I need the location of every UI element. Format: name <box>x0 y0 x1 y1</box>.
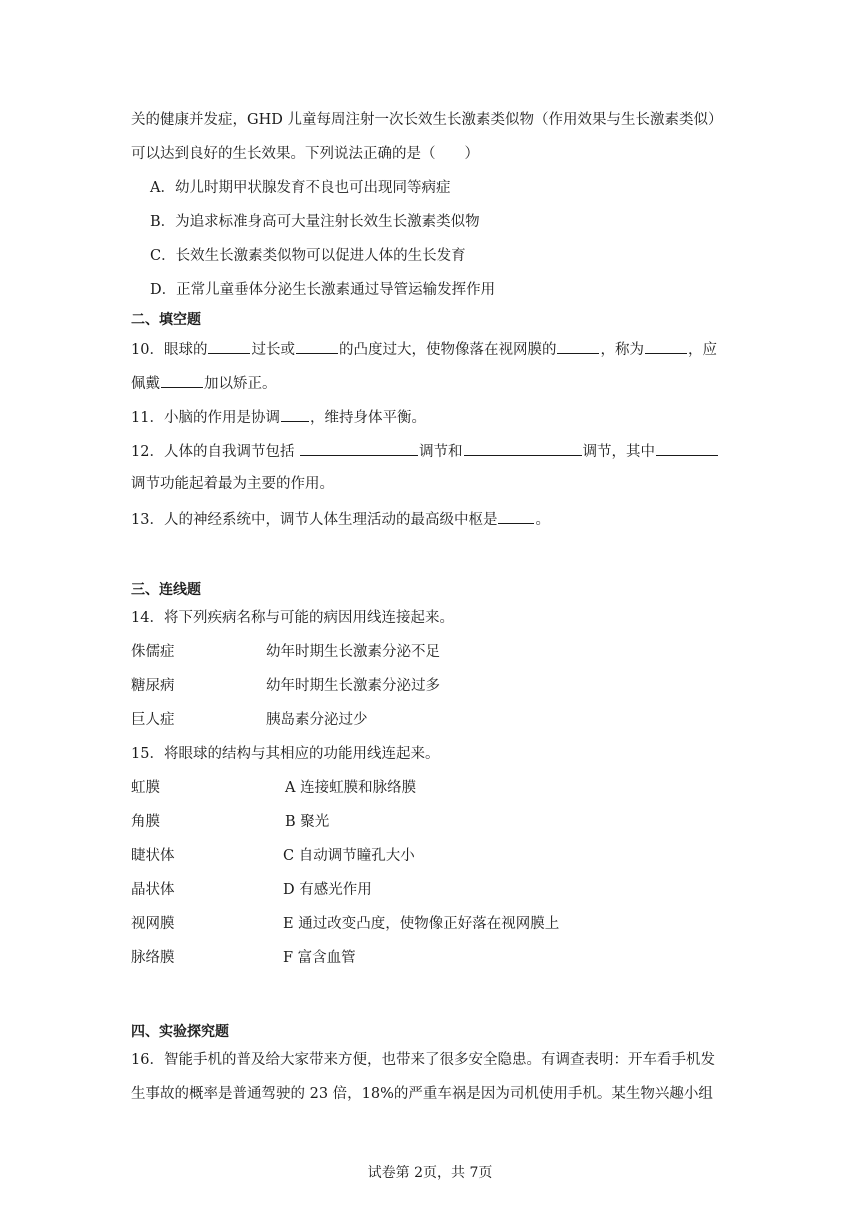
q16-stem-line1: 16．智能手机的普及给大家带来方便，也带来了很多安全隐患。有调查表明：开车看手机发 <box>131 1052 715 1068</box>
q9-stem-line1: 关的健康并发症，GHD 儿童每周注射一次长效生长激素类似物（作用效果与生长激素类似） <box>131 112 723 128</box>
q15-stem: 15．将眼球的结构与其相应的功能用线连起来。 <box>131 746 440 762</box>
section-title-experiment: 四、实验探究题 <box>131 1024 229 1040</box>
q13-text-1: 13．人的神经系统中，调节人体生理活动的最高级中枢是 <box>131 512 498 528</box>
q11-text-2: ，维持身体平衡。 <box>309 410 426 426</box>
q15-right-item[interactable]: A 连接虹膜和脉络膜 <box>285 780 417 796</box>
q9-option-d: D．正常儿童垂体分泌生长激素通过导管运输发挥作用 <box>150 282 496 298</box>
q15-left-item[interactable]: 角膜 <box>131 814 160 830</box>
q13-line <box>131 508 550 530</box>
q10-text-5: ，应 <box>687 342 717 358</box>
q15-left-item[interactable]: 虹膜 <box>131 780 160 796</box>
q14-left-item[interactable]: 糖尿病 <box>131 678 175 694</box>
q15-right-item[interactable]: F 富含血管 <box>283 950 356 966</box>
q10-text-7: 加以矫正。 <box>204 376 277 392</box>
q9-option-a: A．幼儿时期甲状腺发育不良也可出现同等病症 <box>150 180 451 196</box>
q14-right-item[interactable]: 胰岛素分泌过少 <box>266 712 368 728</box>
q12-line2: 调节功能起着最为主要的作用。 <box>131 476 334 492</box>
q15-right-item[interactable]: E 通过改变凸度，使物像正好落在视网膜上 <box>283 916 560 932</box>
q10-blank-2[interactable] <box>296 338 338 354</box>
q9-option-c: C．长效生长激素类似物可以促进人体的生长发育 <box>150 248 466 264</box>
q10-text-1: 10．眼球的 <box>131 342 208 358</box>
q10-text-2: 过长或 <box>251 342 295 358</box>
q14-stem: 14．将下列疾病名称与可能的病因用线连接起来。 <box>131 610 454 626</box>
q14-right-item[interactable]: 幼年时期生长激素分泌不足 <box>266 644 440 660</box>
q10-blank-4[interactable] <box>645 338 687 354</box>
q10-blank-5[interactable] <box>161 372 203 388</box>
q10-line2 <box>131 372 277 394</box>
q12-text-2: 调节和 <box>419 444 463 460</box>
q13-text-2: 。 <box>535 512 550 528</box>
q12-blank-3[interactable] <box>656 440 718 456</box>
q9-option-b: B．为追求标准身高可大量注射长效生长激素类似物 <box>150 214 480 230</box>
q12-text-1: 12．人体的自我调节包括 <box>131 444 300 460</box>
q12-line1 <box>131 440 719 462</box>
q15-right-item[interactable]: B 聚光 <box>285 814 330 830</box>
q10-text-6: 佩戴 <box>131 376 160 392</box>
q14-left-item[interactable]: 巨人症 <box>131 712 175 728</box>
q13-blank-1[interactable] <box>498 508 534 524</box>
q15-right-item[interactable]: D 有感光作用 <box>283 882 372 898</box>
section-title-fill-blank: 二、填空题 <box>131 312 201 328</box>
q14-left-item[interactable]: 侏儒症 <box>131 644 175 660</box>
q12-blank-1[interactable] <box>300 440 418 456</box>
q15-left-item[interactable]: 睫状体 <box>131 848 175 864</box>
q14-right-item[interactable]: 幼年时期生长激素分泌过多 <box>266 678 440 694</box>
q10-text-4: ，称为 <box>600 342 644 358</box>
section-title-matching: 三、连线题 <box>131 582 201 598</box>
q11-blank-1[interactable] <box>281 406 309 422</box>
q15-left-item[interactable]: 视网膜 <box>131 916 175 932</box>
q10-line1 <box>131 338 717 360</box>
q12-text-3: 调节，其中 <box>582 444 656 460</box>
q10-blank-3[interactable] <box>557 338 599 354</box>
q10-text-3: 的凸度过大，使物像落在视网膜的 <box>338 342 557 358</box>
page-footer: 试卷第 2页，共 7页 <box>367 1165 493 1181</box>
q11-text-1: 11．小脑的作用是协调 <box>131 410 280 426</box>
q15-left-item[interactable]: 脉络膜 <box>131 950 175 966</box>
q11-line <box>131 406 426 428</box>
q12-blank-2[interactable] <box>464 440 582 456</box>
q16-stem-line2: 生事故的概率是普通驾驶的 23 倍，18%的严重车祸是因为司机使用手机。某生物兴趣小组 <box>131 1086 713 1102</box>
q10-blank-1[interactable] <box>208 338 250 354</box>
q9-stem-line2: 可以达到良好的生长效果。下列说法正确的是（ ） <box>131 146 479 162</box>
q15-left-item[interactable]: 晶状体 <box>131 882 175 898</box>
q15-right-item[interactable]: C 自动调节瞳孔大小 <box>283 848 415 864</box>
